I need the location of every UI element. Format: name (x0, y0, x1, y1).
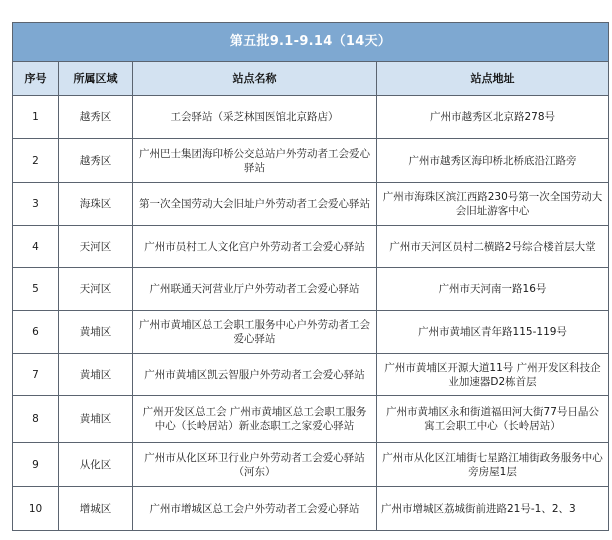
row-station-name: 广州市员村工人文化宫户外劳动者工会爱心驿站 (133, 226, 377, 268)
row-index: 4 (13, 226, 59, 268)
row-station-name: 广州市黄埔区凯云智服户外劳动者工会爱心驿站 (133, 354, 377, 396)
row-station-name: 工会驿站（采芝林国医馆北京路店） (133, 96, 377, 139)
row-station-name: 广州开发区总工会 广州市黄埔区总工会职工服务中心（长岭居站）新业态职工之家爱心驿站 (133, 396, 377, 443)
row-district: 越秀区 (59, 96, 133, 139)
row-station-name: 广州市增城区总工会户外劳动者工会爱心驿站 (133, 487, 377, 531)
batch-banner: 第五批9.1-9.14（14天） (13, 23, 609, 62)
row-index: 2 (13, 139, 59, 183)
row-index: 9 (13, 443, 59, 487)
row-station-address: 广州市天河区员村二横路2号综合楼首层大堂 (377, 226, 609, 268)
table-row (13, 268, 609, 311)
header-station-name: 站点名称 (133, 62, 377, 96)
row-index: 3 (13, 183, 59, 226)
row-index: 7 (13, 354, 59, 396)
table-row (13, 396, 609, 443)
table-row (13, 96, 609, 139)
row-station-name: 第一次全国劳动大会旧址户外劳动者工会爱心驿站 (133, 183, 377, 226)
row-station-address: 广州市增城区荔城街前进路21号-1、2、3 (377, 487, 609, 531)
table-row (13, 487, 609, 531)
header-district: 所属区域 (59, 62, 133, 96)
row-index: 5 (13, 268, 59, 311)
row-station-name: 广州市从化区环卫行业户外劳动者工会爱心驿站（河东） (133, 443, 377, 487)
table-row (13, 226, 609, 268)
row-station-address: 广州市黄埔区开源大道11号 广州开发区科技企业加速器D2栋首层 (377, 354, 609, 396)
row-station-name: 广州联通天河营业厅户外劳动者工会爱心驿站 (133, 268, 377, 311)
row-index: 10 (13, 487, 59, 531)
row-district: 越秀区 (59, 139, 133, 183)
row-station-address: 广州市从化区江埔街七星路江埔街政务服务中心旁房屋1层 (377, 443, 609, 487)
row-index: 1 (13, 96, 59, 139)
header-row (13, 62, 609, 96)
row-district: 黄埔区 (59, 311, 133, 354)
row-district: 增城区 (59, 487, 133, 531)
row-district: 从化区 (59, 443, 133, 487)
header-index: 序号 (13, 62, 59, 96)
row-station-address: 广州市越秀区北京路278号 (377, 96, 609, 139)
row-station-address: 广州市黄埔区永和街道福田河大街77号日晶公寓工会职工中心（长岭居站） (377, 396, 609, 443)
table-row (13, 443, 609, 487)
row-station-address: 广州市越秀区海印桥北桥底沿江路旁 (377, 139, 609, 183)
header-station-address: 站点地址 (377, 62, 609, 96)
station-table (12, 22, 609, 531)
row-station-address: 广州市海珠区滨江西路230号第一次全国劳动大会旧址游客中心 (377, 183, 609, 226)
row-station-name: 广州巴士集团海印桥公交总站户外劳动者工会爱心驿站 (133, 139, 377, 183)
table-row (13, 311, 609, 354)
row-index: 8 (13, 396, 59, 443)
row-station-name: 广州市黄埔区总工会职工服务中心户外劳动者工会爱心驿站 (133, 311, 377, 354)
row-district: 黄埔区 (59, 354, 133, 396)
table-row (13, 139, 609, 183)
row-station-address: 广州市天河南一路16号 (377, 268, 609, 311)
table-row (13, 183, 609, 226)
station-table-sheet (12, 22, 608, 540)
batch-banner-row (13, 23, 609, 62)
row-index: 6 (13, 311, 59, 354)
row-district: 黄埔区 (59, 396, 133, 443)
row-district: 天河区 (59, 226, 133, 268)
table-row (13, 354, 609, 396)
row-district: 海珠区 (59, 183, 133, 226)
row-district: 天河区 (59, 268, 133, 311)
row-station-address: 广州市黄埔区青年路115-119号 (377, 311, 609, 354)
